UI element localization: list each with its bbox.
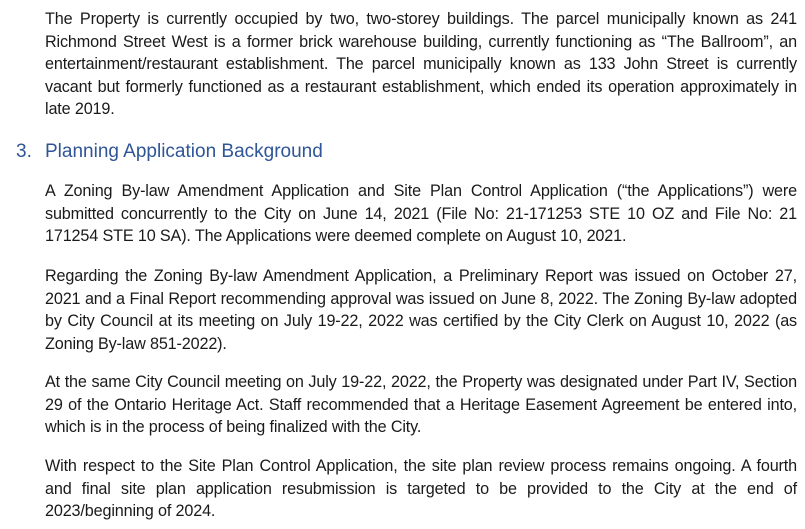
zoning-bylaw-paragraph: Regarding the Zoning By-law Amendment Application, a Preliminary Report was issued on October 27, 2021 and a Final Report recommending approval was issued on June 8, 2022. The Zoning By-law adopted by City Council at its meeting on July 19-22, 2022 was certified by the City Clerk on August 10, 2022 (as Zoning By-law 851-2022). [45, 267, 797, 353]
section-heading [16, 140, 323, 164]
applications-submitted-paragraph: A Zoning By-law Amendment Application and Site Plan Control Application (“the Applications”) were submitted concurrently to the City on June 14, 2021 (File No: 21-171253 STE 10 OZ and File No: 21 171254 STE 10 SA). The Applications were deemed complete on August 10, 2021. [45, 182, 797, 245]
heritage-designation-paragraph: At the same City Council meeting on July 19-22, 2022, the Property was designated under Part IV, Section 29 of the Ontario Heritage Act. Staff recommended that a Heritage Easement Agreement be entered into, which is in the process of being finalized with the City. [45, 373, 797, 436]
section-number: 3. [16, 141, 32, 162]
site-plan-paragraph: With respect to the Site Plan Control Application, the site plan review process remains ongoing. A fourth and final site plan application resubmission is targeted to be provided to the City at the end of 2023/beginning of 2024. [45, 457, 797, 520]
section-title: Planning Application Background [45, 141, 323, 162]
property-description-paragraph: The Property is currently occupied by two, two-storey buildings. The parcel municipally known as 241 Richmond Street West is a former brick warehouse building, currently functioning as “The Ballroom”, an entertainment/restaurant establishment. The parcel municipally known as 133 John Street is currently vacant but formerly functioned as a restaurant establishment, which ended its operation approximately in late 2019. [45, 10, 797, 118]
